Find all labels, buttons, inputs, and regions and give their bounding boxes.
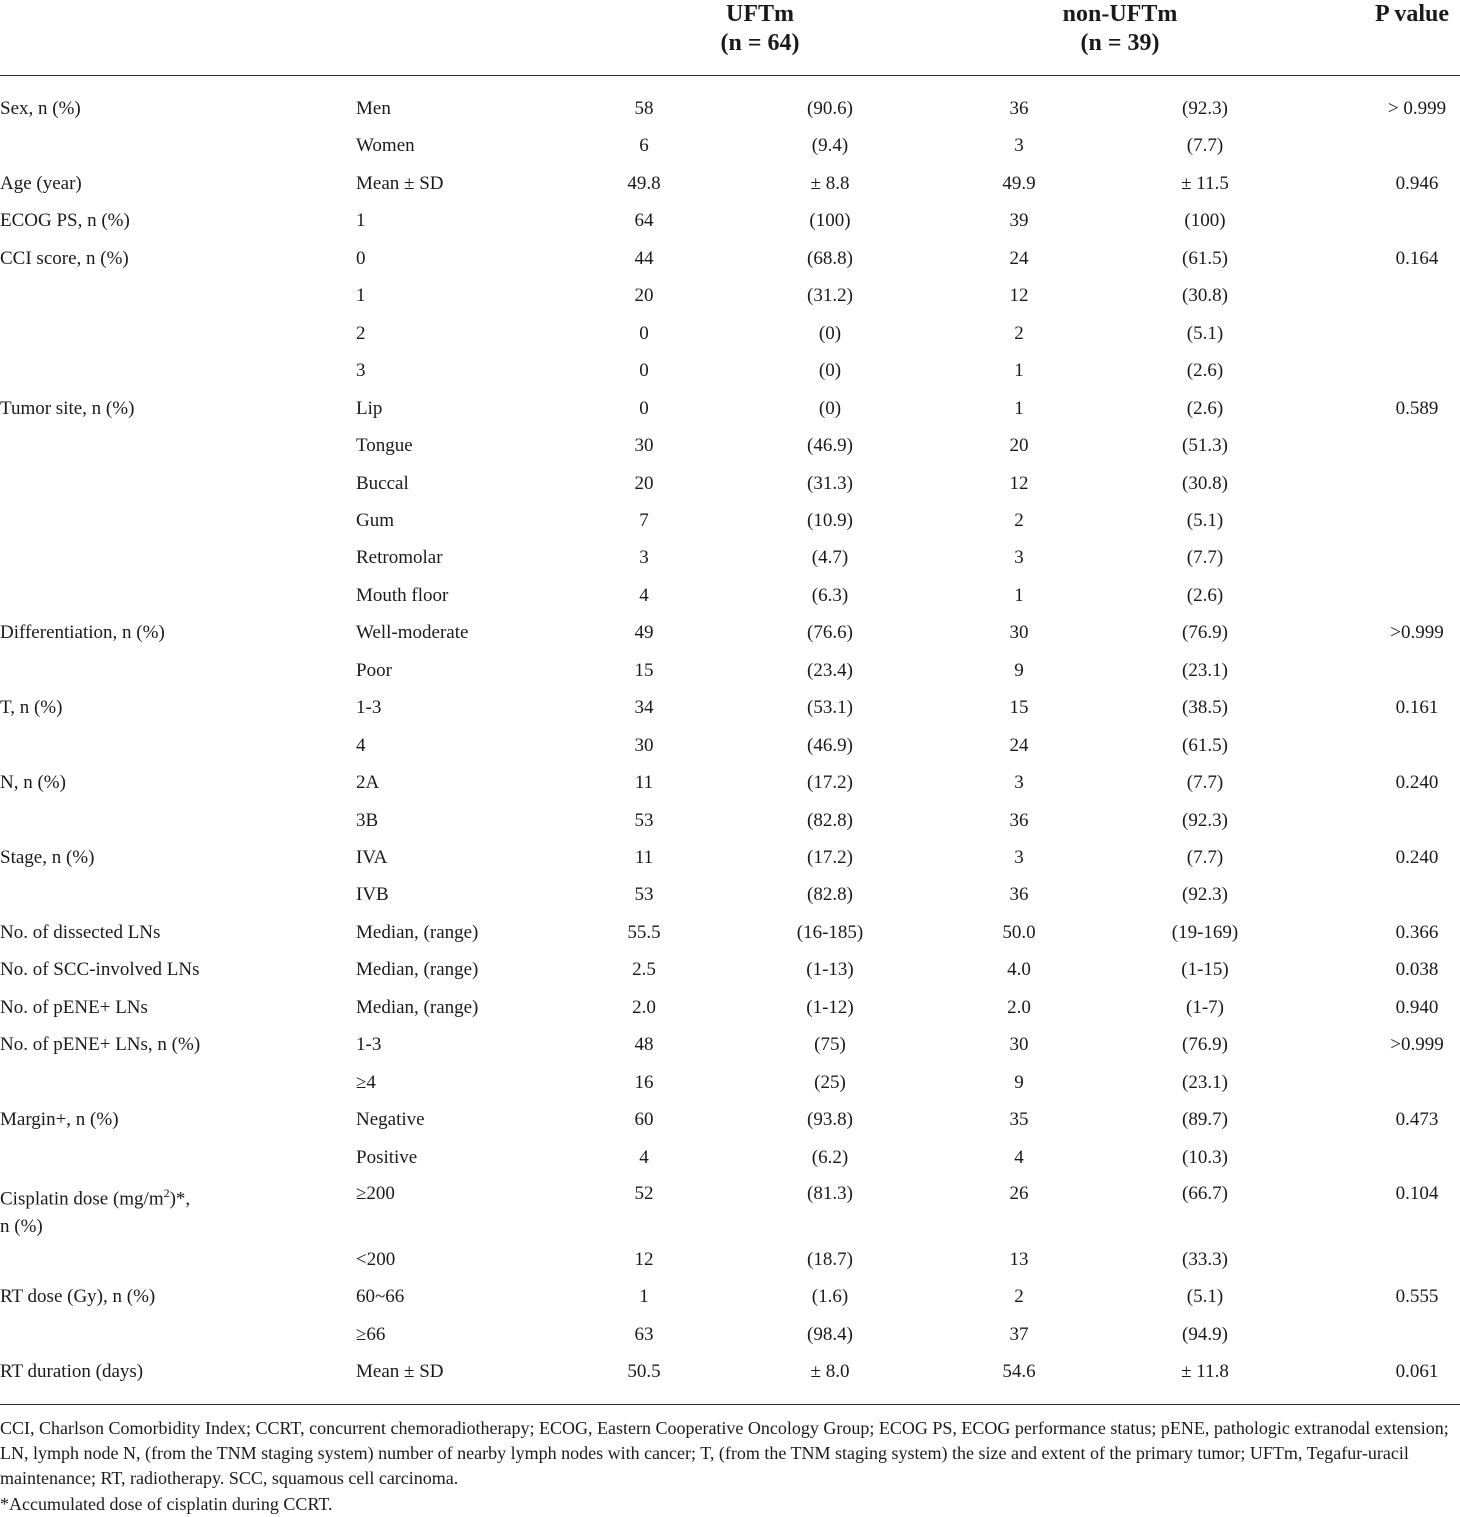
uftm-percent: (1.6)	[811, 1286, 849, 1308]
uftm-percent: (98.4)	[807, 1323, 853, 1345]
uftm-count: 60	[634, 1109, 654, 1131]
non-uftm-count: 37	[1009, 1323, 1029, 1345]
uftm-percent: (25)	[814, 1071, 846, 1093]
row-subcategory: ≥200	[356, 1183, 395, 1204]
uftm-percent: (46.9)	[807, 435, 853, 457]
non-uftm-percent: (7.7)	[1186, 135, 1224, 157]
non-uftm-count: 3	[1014, 772, 1024, 794]
uftm-count: 11	[634, 847, 654, 868]
non-uftm-percent: (38.5)	[1182, 697, 1228, 719]
row-subcategory: Median, (range)	[356, 996, 479, 1018]
non-uftm-count: 26	[1009, 1183, 1029, 1204]
uftm-count: 44	[634, 247, 654, 269]
non-uftm-percent: (5.1)	[1186, 1286, 1224, 1308]
row-subcategory: 2	[356, 322, 366, 344]
uftm-count: 11	[634, 772, 654, 794]
cisplatin-label-line2: n (%)	[0, 1216, 43, 1238]
non-uftm-percent: (2.6)	[1186, 584, 1224, 606]
table-row	[0, 427, 1460, 464]
row-label	[0, 1179, 190, 1241]
row-label: No. of dissected LNs	[0, 921, 161, 943]
row-label: ECOG PS, n (%)	[0, 210, 130, 232]
p-value: >0.999	[1390, 622, 1444, 644]
row-subcategory: 3	[356, 360, 366, 382]
uftm-percent: (75)	[814, 1034, 846, 1056]
non-uftm-count: 2	[1014, 509, 1024, 531]
uftm-count: 12	[634, 1249, 654, 1270]
non-uftm-column-header	[1020, 0, 1220, 58]
non-uftm-count: 35	[1009, 1109, 1029, 1131]
uftm-count: 49	[634, 622, 654, 644]
non-uftm-count: 30	[1009, 1034, 1029, 1056]
uftm-percent: (0)	[818, 397, 842, 419]
table-row	[0, 876, 1460, 913]
row-subcategory: Well-moderate	[356, 622, 469, 644]
uftm-percent: (6.3)	[811, 584, 849, 606]
uftm-count: 34	[634, 697, 654, 719]
row-label: CCI score, n (%)	[0, 247, 129, 269]
table-row	[0, 352, 1460, 389]
table-row	[0, 165, 1460, 202]
uftm-percent: (76.6)	[807, 622, 853, 644]
table-row	[0, 577, 1460, 614]
uftm-percent: (90.6)	[807, 98, 853, 119]
non-uftm-count: 4.0	[1007, 959, 1031, 981]
non-uftm-count: 12	[1009, 285, 1029, 307]
header-top-rule	[0, 75, 1460, 76]
non-uftm-percent: (2.6)	[1186, 397, 1224, 419]
row-subcategory: 1	[356, 285, 366, 307]
table-row	[0, 689, 1460, 726]
p-value: 0.240	[1395, 847, 1439, 868]
uftm-count: 2.5	[632, 959, 656, 981]
non-uftm-count: 54.6	[1002, 1361, 1036, 1383]
table-row	[0, 1278, 1460, 1315]
non-uftm-percent: (92.3)	[1182, 884, 1228, 906]
row-label: Sex, n (%)	[0, 98, 81, 119]
uftm-percent: (18.7)	[807, 1249, 853, 1270]
row-subcategory: IVB	[356, 884, 389, 906]
row-label: RT dose (Gy), n (%)	[0, 1286, 156, 1308]
non-uftm-percent: (7.7)	[1186, 772, 1224, 794]
footnote-abbreviations: CCI, Charlson Comorbidity Index; CCRT, concurrent chemoradiotherapy; ECOG, Eastern Cooperative Oncology Group; ECOG PS, ECOG performance status; pENE, pathologic extranodal extension; LN, lymph node N, (from the TNM staging system) number of nearby lymph nodes with cancer; T, (from the TNM staging system) the size and extent of the primary tumor; UFTm, Tegafur-uracil maintenance; RT, radiotherapy. SCC, squamous cell carcinoma.	[0, 1418, 1449, 1488]
non-uftm-percent: (100)	[1184, 210, 1226, 232]
uftm-header-n: (n = 64)	[720, 30, 800, 56]
row-subcategory: Lip	[356, 397, 383, 419]
non-uftm-count: 2	[1014, 322, 1024, 344]
table-bottom-rule	[0, 1404, 1460, 1405]
uftm-count: 4	[639, 1146, 649, 1168]
uftm-percent: (17.2)	[807, 772, 853, 794]
non-uftm-percent: (1-15)	[1181, 959, 1229, 981]
row-subcategory: Median, (range)	[356, 921, 479, 943]
row-subcategory: Gum	[356, 509, 394, 531]
uftm-percent: (4.7)	[811, 547, 849, 569]
uftm-count: 0	[639, 322, 649, 344]
row-subcategory: Mouth floor	[356, 584, 449, 606]
non-uftm-percent: (30.8)	[1182, 285, 1228, 307]
row-label: Differentiation, n (%)	[0, 622, 165, 644]
p-value: 0.038	[1395, 959, 1439, 981]
uftm-percent: (0)	[818, 360, 842, 382]
non-uftm-count: 1	[1014, 584, 1024, 606]
table-row	[0, 764, 1460, 801]
row-subcategory: 1	[356, 210, 366, 232]
p-value-column-header	[1360, 0, 1460, 29]
uftm-percent: (23.4)	[807, 659, 853, 681]
p-value: 0.946	[1395, 172, 1439, 194]
table-row	[0, 90, 1460, 127]
table-row	[0, 1316, 1460, 1353]
table-row	[0, 614, 1460, 651]
table-row	[0, 315, 1460, 352]
uftm-count: 50.5	[627, 1361, 661, 1383]
cisplatin-label-suffix: )*,	[169, 1188, 191, 1210]
non-uftm-count: 3	[1014, 135, 1024, 157]
uftm-percent: (82.8)	[807, 809, 853, 831]
table-row	[0, 802, 1460, 839]
uftm-count: 6	[639, 135, 649, 157]
uftm-count: 4	[639, 584, 649, 606]
footnote-asterisk: *Accumulated dose of cisplatin during CCRT.	[0, 1494, 333, 1514]
non-uftm-count: 36	[1009, 98, 1029, 119]
non-uftm-percent: (61.5)	[1182, 734, 1228, 756]
uftm-percent: (0)	[818, 322, 842, 344]
non-uftm-percent: (5.1)	[1186, 509, 1224, 531]
non-uftm-count: 3	[1014, 547, 1024, 569]
table-row	[0, 914, 1460, 951]
row-subcategory: Poor	[356, 659, 392, 681]
uftm-count: 20	[634, 285, 654, 307]
table-row	[0, 1139, 1460, 1176]
non-uftm-percent: (66.7)	[1182, 1183, 1228, 1204]
non-uftm-percent: (10.3)	[1182, 1146, 1228, 1168]
uftm-count: 1	[639, 1286, 649, 1308]
non-uftm-count: 49.9	[1002, 172, 1036, 194]
row-subcategory: Mean ± SD	[356, 172, 444, 194]
non-uftm-percent: (5.1)	[1186, 322, 1224, 344]
row-subcategory: 0	[356, 247, 366, 269]
row-subcategory: 60~66	[356, 1286, 405, 1308]
non-uftm-count: 9	[1014, 1071, 1024, 1093]
non-uftm-count: 24	[1009, 247, 1029, 269]
row-label: RT duration (days)	[0, 1361, 144, 1383]
non-uftm-count: 36	[1009, 809, 1029, 831]
non-uftm-percent: (89.7)	[1182, 1109, 1228, 1131]
p-value: 0.555	[1395, 1286, 1439, 1308]
non-uftm-count: 4	[1014, 1146, 1024, 1168]
uftm-header-name: UFTm	[726, 1, 794, 27]
cisplatin-label-superscript: 2	[163, 1186, 170, 1200]
non-uftm-count: 13	[1009, 1249, 1029, 1270]
p-value: 0.473	[1395, 1109, 1439, 1131]
non-uftm-count: 3	[1014, 847, 1024, 868]
non-uftm-count: 30	[1009, 622, 1029, 644]
uftm-percent: ± 8.8	[810, 172, 850, 194]
non-uftm-header-n: (n = 39)	[1080, 30, 1160, 56]
non-uftm-percent: (33.3)	[1182, 1249, 1228, 1270]
non-uftm-count: 2.0	[1007, 996, 1031, 1018]
row-subcategory: Men	[356, 98, 391, 119]
non-uftm-count: 9	[1014, 659, 1024, 681]
non-uftm-count: 39	[1009, 210, 1029, 232]
uftm-percent: (31.3)	[807, 472, 853, 494]
non-uftm-percent: (92.3)	[1182, 809, 1228, 831]
table-row	[0, 240, 1460, 277]
non-uftm-percent: (94.9)	[1182, 1323, 1228, 1345]
table-row	[0, 1353, 1460, 1390]
row-label: N, n (%)	[0, 772, 66, 794]
row-subcategory: <200	[356, 1249, 396, 1270]
row-subcategory: 3B	[356, 809, 379, 831]
p-value: 0.940	[1395, 996, 1439, 1018]
p-value: > 0.999	[1387, 98, 1447, 119]
p-value-header-label: P value	[1374, 1, 1449, 27]
table-row	[0, 839, 1460, 876]
uftm-count: 49.8	[627, 172, 661, 194]
table-row	[0, 202, 1460, 239]
uftm-percent: (100)	[809, 210, 851, 232]
non-uftm-percent: (7.7)	[1186, 847, 1224, 868]
row-subcategory: ≥66	[356, 1323, 386, 1345]
row-subcategory: 1-3	[356, 697, 382, 719]
non-uftm-percent: (7.7)	[1186, 547, 1224, 569]
uftm-count: 58	[634, 98, 654, 119]
p-value: 0.366	[1395, 921, 1439, 943]
non-uftm-count: 2	[1014, 1286, 1024, 1308]
uftm-count: 7	[639, 509, 649, 531]
non-uftm-count: 12	[1009, 472, 1029, 494]
non-uftm-percent: (1-7)	[1186, 996, 1224, 1018]
non-uftm-header-name: non-UFTm	[1062, 1, 1178, 27]
row-subcategory: Negative	[356, 1109, 425, 1131]
non-uftm-percent: (92.3)	[1182, 98, 1228, 119]
uftm-percent: (93.8)	[807, 1109, 853, 1131]
p-value: 0.164	[1395, 247, 1439, 269]
table-row	[0, 652, 1460, 689]
row-label: Age (year)	[0, 172, 82, 194]
row-subcategory: Mean ± SD	[356, 1361, 444, 1383]
row-subcategory: Tongue	[356, 435, 413, 457]
table-row	[0, 277, 1460, 314]
uftm-count: 55.5	[627, 921, 661, 943]
row-subcategory: Median, (range)	[356, 959, 479, 981]
table-row	[0, 951, 1460, 988]
uftm-count: 0	[639, 360, 649, 382]
cisplatin-label-text: Cisplatin dose (mg/m	[0, 1188, 164, 1210]
uftm-count: 53	[634, 809, 654, 831]
uftm-percent: ± 8.0	[810, 1361, 850, 1383]
table-row	[0, 1064, 1460, 1101]
row-label: Stage, n (%)	[0, 847, 95, 868]
non-uftm-count: 50.0	[1002, 921, 1036, 943]
row-subcategory: Positive	[356, 1146, 418, 1168]
non-uftm-count: 1	[1014, 397, 1024, 419]
non-uftm-percent: (19-169)	[1171, 921, 1239, 943]
uftm-count: 0	[639, 397, 649, 419]
row-subcategory: IVA	[356, 847, 388, 868]
table-row	[0, 1241, 1460, 1278]
uftm-count: 2.0	[632, 996, 656, 1018]
table-row	[0, 1026, 1460, 1063]
p-value: 0.104	[1395, 1183, 1439, 1204]
table-row	[0, 1101, 1460, 1138]
non-uftm-count: 1	[1014, 360, 1024, 382]
non-uftm-percent: (23.1)	[1182, 659, 1228, 681]
table-row-cisplatin	[0, 1175, 1460, 1238]
non-uftm-percent: (51.3)	[1182, 435, 1228, 457]
non-uftm-percent: (76.9)	[1182, 1034, 1228, 1056]
p-value: 0.061	[1395, 1361, 1439, 1383]
p-value: 0.589	[1395, 397, 1439, 419]
uftm-percent: (82.8)	[807, 884, 853, 906]
row-subcategory: 1-3	[356, 1034, 382, 1056]
uftm-percent: (1-12)	[806, 996, 854, 1018]
uftm-percent: (53.1)	[807, 697, 853, 719]
uftm-percent: (16-185)	[796, 921, 864, 943]
non-uftm-percent: (2.6)	[1186, 360, 1224, 382]
uftm-count: 3	[639, 547, 649, 569]
table-row	[0, 989, 1460, 1026]
row-label: No. of SCC-involved LNs	[0, 959, 200, 981]
non-uftm-count: 20	[1009, 435, 1029, 457]
uftm-percent: (6.2)	[811, 1146, 849, 1168]
uftm-percent: (17.2)	[807, 847, 853, 868]
uftm-count: 52	[634, 1183, 654, 1204]
p-value: 0.161	[1395, 697, 1439, 719]
uftm-count: 16	[634, 1071, 654, 1093]
table-row	[0, 539, 1460, 576]
uftm-count: 20	[634, 472, 654, 494]
row-label: Tumor site, n (%)	[0, 397, 135, 419]
table-row	[0, 465, 1460, 502]
non-uftm-percent: ± 11.8	[1181, 1361, 1229, 1383]
uftm-count: 53	[634, 884, 654, 906]
uftm-percent: (46.9)	[807, 734, 853, 756]
uftm-percent: (68.8)	[807, 247, 853, 269]
uftm-percent: (10.9)	[807, 509, 853, 531]
non-uftm-count: 24	[1009, 734, 1029, 756]
row-label: Margin+, n (%)	[0, 1109, 119, 1131]
uftm-count: 63	[634, 1323, 654, 1345]
table-row	[0, 390, 1460, 427]
p-value: >0.999	[1390, 1034, 1444, 1056]
uftm-count: 30	[634, 734, 654, 756]
uftm-percent: (31.2)	[807, 285, 853, 307]
row-subcategory: Retromolar	[356, 547, 443, 569]
uftm-count: 30	[634, 435, 654, 457]
table-row	[0, 727, 1460, 764]
uftm-count: 64	[634, 210, 654, 232]
row-label: No. of pENE+ LNs	[0, 996, 148, 1018]
non-uftm-percent: ± 11.5	[1181, 172, 1229, 194]
non-uftm-percent: (61.5)	[1182, 247, 1228, 269]
uftm-percent: (1-13)	[806, 959, 854, 981]
row-subcategory: Women	[356, 135, 415, 157]
uftm-count: 15	[634, 659, 654, 681]
uftm-column-header	[660, 0, 860, 58]
row-subcategory: 2A	[356, 772, 380, 794]
row-label: T, n (%)	[0, 697, 63, 719]
p-value: 0.240	[1395, 772, 1439, 794]
non-uftm-count: 36	[1009, 884, 1029, 906]
row-label: No. of pENE+ LNs, n (%)	[0, 1034, 201, 1056]
row-subcategory: 4	[356, 734, 366, 756]
table-row	[0, 502, 1460, 539]
uftm-percent: (9.4)	[811, 135, 849, 157]
row-subcategory: Buccal	[356, 472, 409, 494]
non-uftm-percent: (76.9)	[1182, 622, 1228, 644]
table-row	[0, 127, 1460, 164]
non-uftm-percent: (23.1)	[1182, 1071, 1228, 1093]
non-uftm-percent: (30.8)	[1182, 472, 1228, 494]
uftm-count: 48	[634, 1034, 654, 1056]
row-subcategory: ≥4	[356, 1071, 376, 1093]
non-uftm-count: 15	[1009, 697, 1029, 719]
uftm-percent: (81.3)	[807, 1183, 853, 1204]
